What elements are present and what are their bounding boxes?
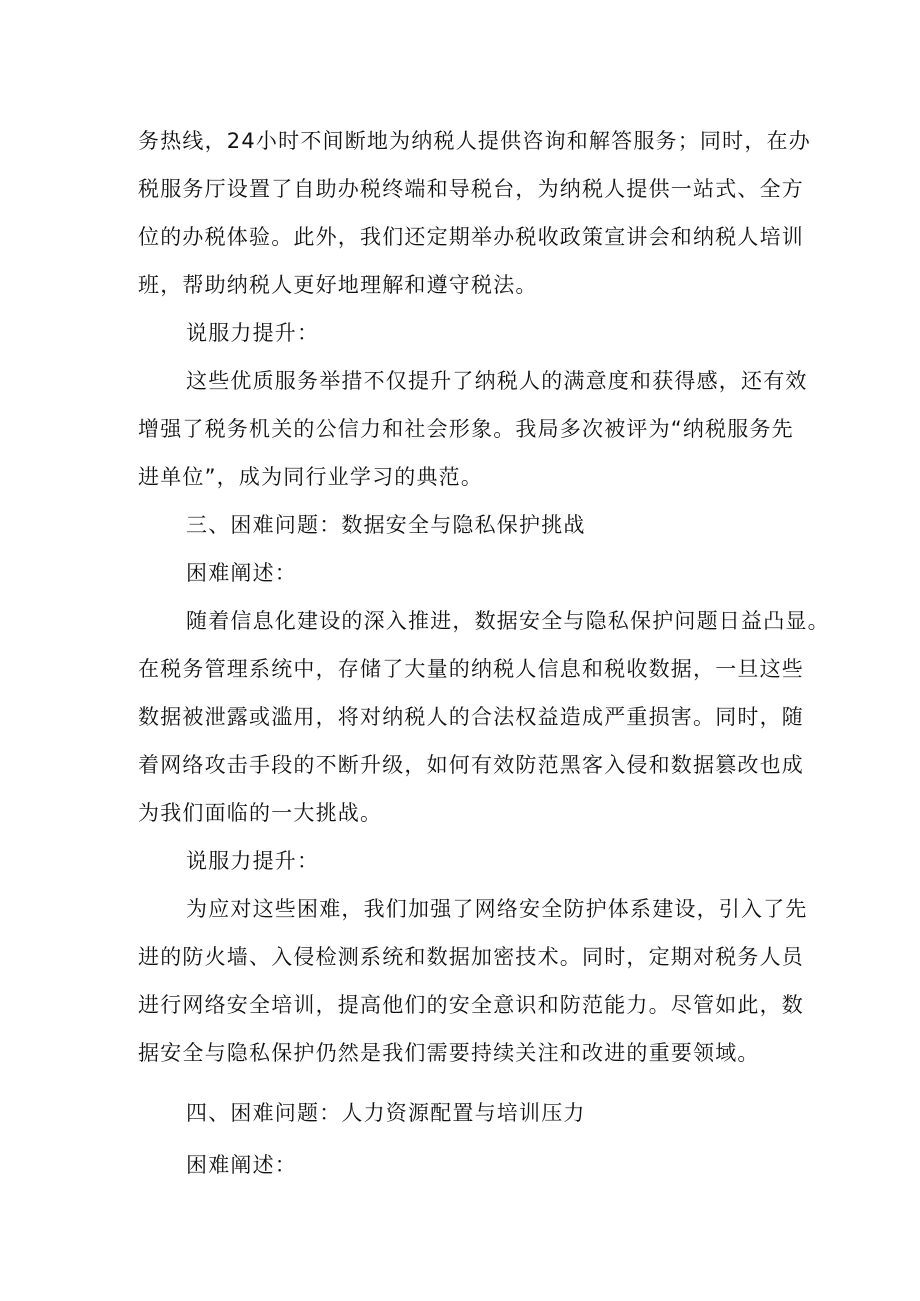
paragraph-line: 为我们面临的一大挑战。 (138, 801, 383, 825)
paragraph-line: 数据被泄露或滥用，将对纳税人的合法权益造成严重损害。同时，随 (138, 705, 804, 729)
subheading-persuasion: 说服力提升： (186, 849, 320, 873)
subheading-difficulty: 困难阐述： (186, 561, 297, 585)
paragraph-line: 税服务厅设置了自助办税终端和导税台，为纳税人提供一站式、全方 (138, 177, 804, 201)
paragraph-line: 进行网络安全培训，提高他们的安全意识和防范能力。尽管如此，数 (138, 993, 804, 1017)
paragraph-line: 在税务管理系统中，存储了大量的纳税人信息和税收数据，一旦这些 (138, 657, 804, 681)
subheading-difficulty: 困难阐述： (186, 1153, 297, 1177)
subheading-persuasion: 说服力提升： (186, 321, 320, 345)
paragraph-line: 进单位”，成为同行业学习的典范。 (138, 465, 484, 489)
paragraph-line: 进的防火墙、入侵检测系统和数据加密技术。同时，定期对税务人员 (138, 945, 804, 969)
paragraph-line: 着网络攻击手段的不断升级，如何有效防范黑客入侵和数据篡改也成 (138, 753, 804, 777)
paragraph-line: 务热线，24小时不间断地为纳税人提供咨询和解答服务；同时，在办 (138, 129, 811, 153)
paragraph-line: 据安全与隐私保护仍然是我们需要持续关注和改进的重要领域。 (138, 1041, 760, 1065)
section-heading-3: 三、困难问题：数据安全与隐私保护挑战 (186, 513, 586, 537)
section-heading-4: 四、困难问题：人力资源配置与培训压力 (186, 1101, 586, 1125)
paragraph-line: 位的办税体验。此外，我们还定期举办税收政策宣讲会和纳税人培训 (138, 225, 804, 249)
paragraph-line: 班，帮助纳税人更好地理解和遵守税法。 (138, 273, 538, 297)
paragraph-line: 为应对这些困难，我们加强了网络安全防护体系建设，引入了先 (186, 897, 808, 921)
paragraph-line: 这些优质服务举措不仅提升了纳税人的满意度和获得感，还有效 (186, 369, 808, 393)
paragraph-line: 随着信息化建设的深入推进，数据安全与隐私保护问题日益凸显。 (186, 609, 830, 633)
paragraph-line: 增强了税务机关的公信力和社会形象。我局多次被评为“纳税服务先 (138, 417, 794, 441)
